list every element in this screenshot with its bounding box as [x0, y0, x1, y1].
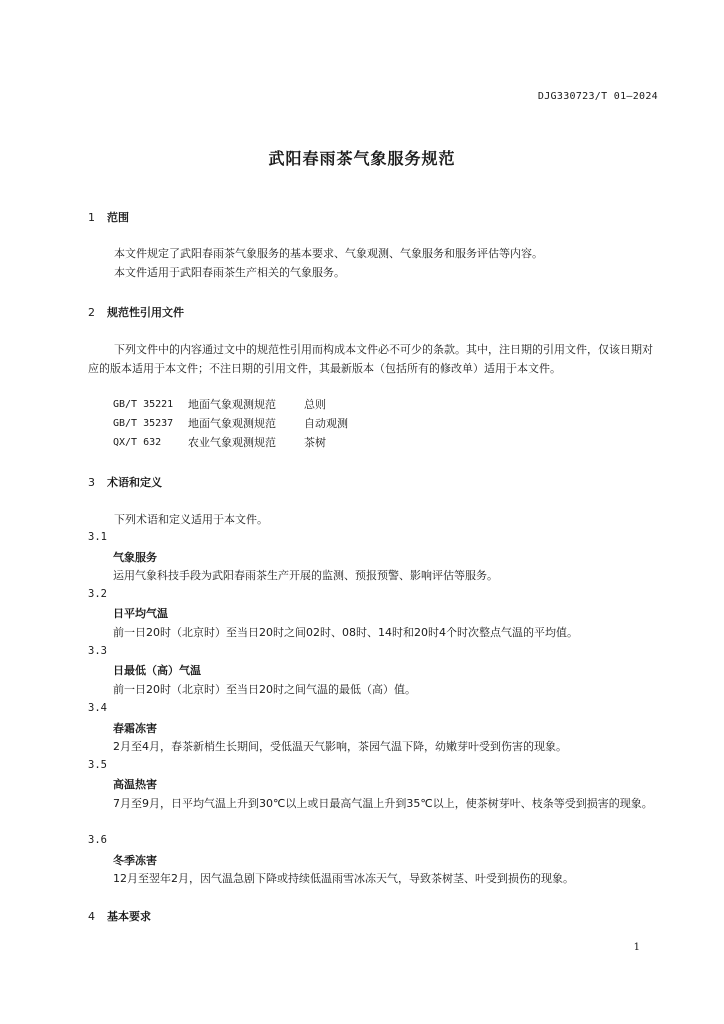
- reference-name: 农业气象观测规范: [188, 436, 276, 449]
- term-name: 日平均气温: [113, 607, 168, 620]
- section-title: 基本要求: [107, 910, 151, 923]
- page-number: 1: [633, 942, 640, 953]
- term-number: 3.3: [88, 645, 107, 657]
- reference-part: 茶树: [304, 436, 326, 449]
- section-heading-basic-requirements: [88, 908, 151, 924]
- reference-name: 地面气象观测规范: [188, 398, 276, 411]
- section-heading-normative-references: [88, 304, 184, 320]
- reference-part: 总则: [304, 398, 326, 411]
- term-number: 3.6: [88, 834, 107, 846]
- term-name: 气象服务: [113, 551, 157, 564]
- term-definition: 2月至4月，春茶新梢生长期间，受低温天气影响，茶园气温下降，幼嫩芽叶受到伤害的现象。: [113, 740, 567, 753]
- term-name: 春霜冻害: [113, 722, 157, 735]
- paragraph: 下列文件中的内容通过文中的规范性引用而构成本文件必不可少的条款。其中，注日期的引用文件，仅该日期对应的版本适用于本文件；不注日期的引用文件，其最新版本（包括所有的修改单）适用于本文件。: [88, 343, 653, 375]
- paragraph: 本文件规定了武阳春雨茶气象服务的基本要求、气象观测、气象服务和服务评估等内容。: [114, 247, 543, 260]
- term-name: 日最低（高）气温: [113, 664, 201, 677]
- paragraph: 下列术语和定义适用于本文件。: [114, 513, 268, 526]
- section-number: 4: [88, 910, 95, 923]
- section-heading-terms-definitions: [88, 474, 162, 490]
- section-title: 规范性引用文件: [107, 306, 184, 319]
- reference-code: GB/T 35221: [113, 399, 174, 410]
- term-definition: 运用气象科技手段为武阳春雨茶生产开展的监测、预报预警、影响评估等服务。: [113, 569, 498, 582]
- reference-code: GB/T 35237: [113, 418, 174, 429]
- section-title: 范围: [107, 211, 129, 224]
- term-name: 高温热害: [113, 778, 157, 791]
- term-definition: 前一日20时（北京时）至当日20时之间气温的最低（高）值。: [113, 683, 416, 696]
- document-title: 武阳春雨茶气象服务规范: [268, 149, 456, 168]
- term-name: 冬季冻害: [113, 854, 157, 867]
- reference-entry: [113, 435, 326, 451]
- term-number: 3.5: [88, 759, 107, 771]
- reference-entry: [113, 416, 348, 432]
- reference-entry: [113, 397, 326, 413]
- term-definition: 12月至翌年2月，因气温急剧下降或持续低温雨雪冰冻天气，导致茶树茎、叶受到损伤的现象。: [113, 872, 574, 885]
- reference-name: 地面气象观测规范: [188, 417, 276, 430]
- section-title: 术语和定义: [107, 476, 162, 489]
- reference-code: QX/T 632: [113, 437, 162, 448]
- paragraph: 本文件适用于武阳春雨茶生产相关的气象服务。: [114, 266, 345, 279]
- document-code: DJG330723/T 01—2024: [537, 91, 658, 102]
- term-number: 3.4: [88, 702, 107, 714]
- section-number: 3: [88, 476, 95, 489]
- section-heading-scope: [88, 209, 129, 225]
- term-definition: 前一日20时（北京时）至当日20时之间02时、08时、14时和20时4个时次整点气温的平均值。: [113, 626, 578, 639]
- term-definition: 7月至9月，日平均气温上升到30℃以上或日最高气温上升到35℃以上，使茶树芽叶、枝条等受到损害的现象。: [113, 797, 653, 810]
- section-number: 2: [88, 306, 95, 319]
- term-number: 3.1: [88, 531, 107, 543]
- term-number: 3.2: [88, 588, 107, 600]
- reference-part: 自动观测: [304, 417, 348, 430]
- section-number: 1: [88, 211, 95, 224]
